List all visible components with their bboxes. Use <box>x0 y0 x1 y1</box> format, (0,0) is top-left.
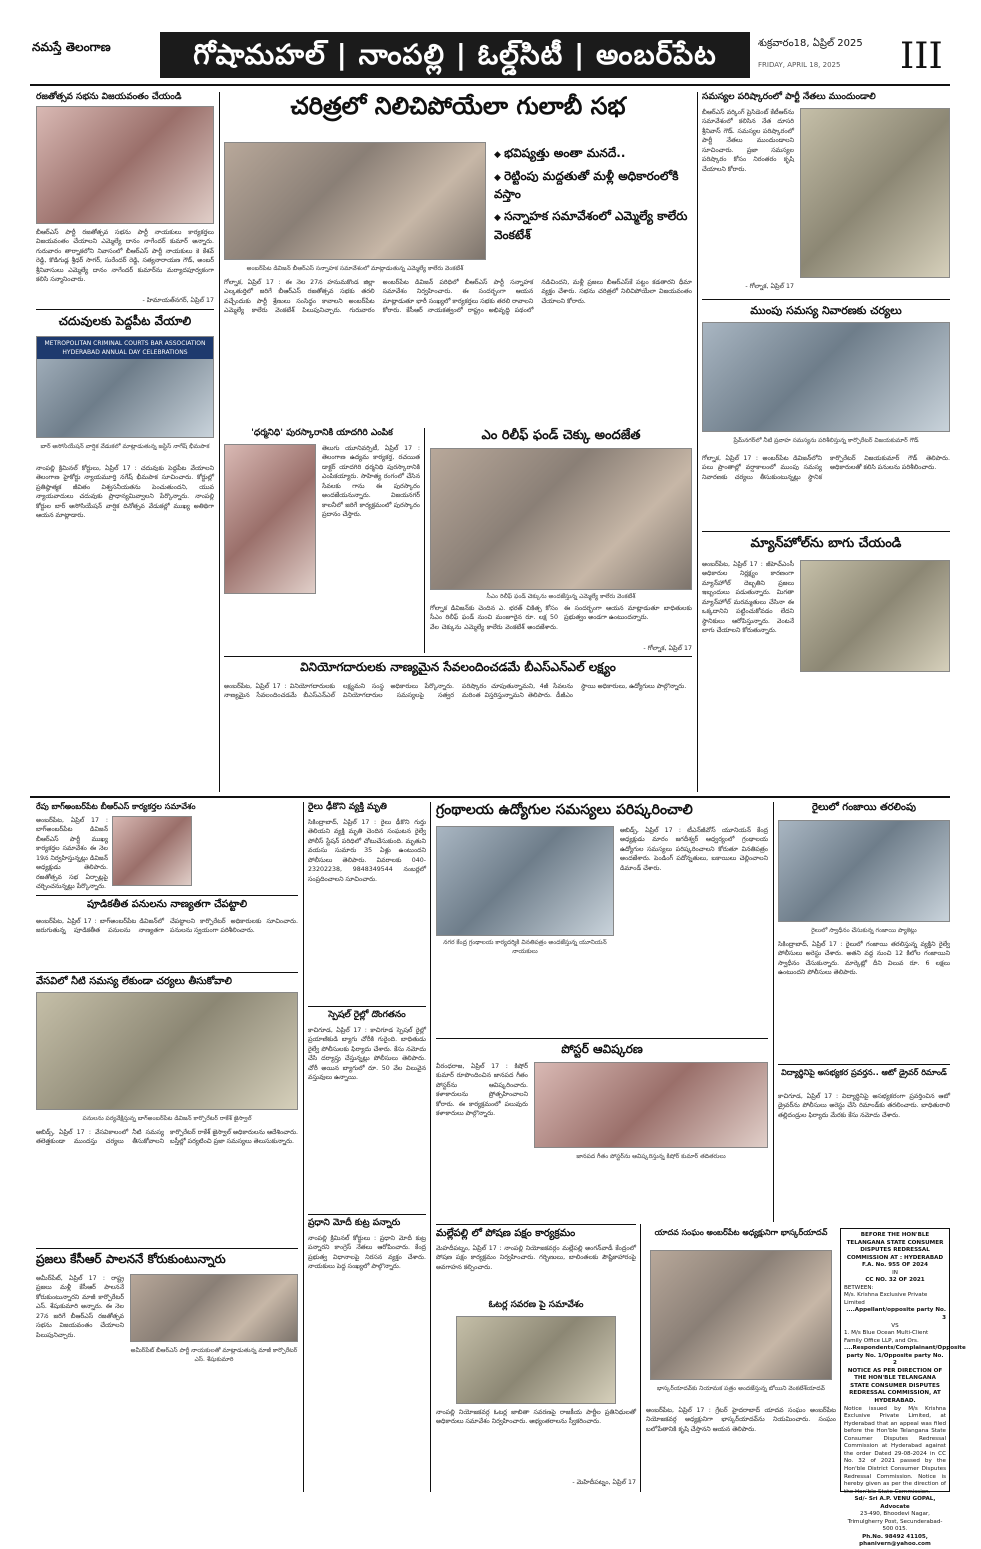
article-body: బీఆర్‌ఎస్ పార్టీ రజతోత్సవ సభను పార్టీ నాయకులు కార్యకర్తలు విజయవంతం చేయాలని ఎమ్మెల్యే దానం నాగేందర్ కుమార్ అన్నారు. గురువారం తార్నాకలోని నివాసంలో బీఆర్‌ఎస్ పార్టీ నాయకులు కె కేశవ్ రెడ్డి, కొడిగుడ్ల శ్రీధర్ సాగర్, సురేందర్ రెడ్డి, సత్యనారాయణ గౌడ్, అంబర్ శ్రీనివాసులు ఎమ్మెల్యే దానం నాగేందర్ కుమార్‌ను మర్యాదపూర్వకంగా కలిసి సన్మానించారు. <box>36 229 214 284</box>
news-photo <box>224 444 316 594</box>
article-auto-driver <box>778 1068 950 1222</box>
article-dharmanidhi <box>224 428 420 653</box>
article-flood-measures <box>702 304 950 529</box>
news-photo <box>36 992 298 1110</box>
article-manhole <box>702 536 950 794</box>
photo-caption: అంబర్‌పేట డివిజన్ బీఆర్‌ఎస్ సన్నాహక సమావేశంలో మాట్లాడుతున్న ఎమ్మెల్యే కాలేరు వెంకటేశ్ <box>246 265 464 272</box>
article-water-problem <box>36 976 298 1246</box>
notice-between: BETWEEN: <box>844 1284 874 1291</box>
page-number: III <box>900 36 943 77</box>
divider <box>308 1006 426 1007</box>
newspaper-brand: నమస్తే తెలంగాణ <box>32 40 111 54</box>
byline: - మెహిదీపట్నం, ఏప్రిల్ 17 <box>572 1479 636 1486</box>
divider <box>436 1038 768 1039</box>
headline: మ్యాన్‌హోల్‌ను బాగు చేయండి <box>750 536 902 551</box>
divider <box>308 1214 426 1215</box>
section-rule <box>30 796 950 798</box>
article-body: నాంపల్లి క్రిమినల్ కోర్టులు : ప్రధాని మోదీ కుట్ర పన్నారని కాంగ్రెస్ నేతలు ఆరోపించారు. కేంద్ర ప్రభుత్వ విధానాలపై నిరసన వ్యక్తం చేశారు. నాయకులు పెద్ద సంఖ్యలో పాల్గొన్నారు. <box>308 1235 426 1271</box>
column-rule <box>640 1224 641 1492</box>
notice-appellant: ....Appellant/opposite party No. 3 <box>846 1307 946 1322</box>
article-body: అంబర్‌పేట, ఏప్రిల్ 17 : గ్రేటర్ హైదరాబాద్ యాదవ సంఘం అంబర్‌పేట నియోజకవర్గ అధ్యక్షునిగా భాస్కర్‌యాదవ్‌ను నియమించారు. సంఘం బలోపేతానికి కృషి చేస్తానని ఆయన తెలిపారు. <box>646 1407 836 1433</box>
news-photo <box>112 816 192 886</box>
article-body: అమీర్‌పేట్, ఏప్రిల్ 17 : రాష్ట్ర ప్రజలు మళ్లీ కేసీఆర్ పాలననే కోరుకుంటున్నారని మాజీ కార్పొరేటర్ ఎస్. శేషుకుమారి అన్నారు. ఈ నెల 27న జరిగే బీఆర్‌ఎస్ రజతోత్సవ సభను విజయవంతం చేయాలని పిలుపునిచ్చారు. <box>36 1275 124 1339</box>
notice-respondents: ....Respondents/Complainant/Opposite party No. 1/Opposite party No. 2 <box>844 1345 966 1367</box>
article-body: బీఆర్‌ఎస్ వర్కింగ్ ప్రెసిడెంట్ కేటీఆర్‌ను సమావేశంలో కలిసిన నేత దూసరి శ్రీనివాస్ గౌడ్. సమస్యల పరిష్కారంలో పార్టీ నేతలు ముందుండాలని సూచించారు. ప్రజా సమస్యల పరిష్కారం కోసం నిరంతరం కృషి చేయాలని కోరారు. <box>702 109 794 173</box>
article-brs-meeting <box>36 802 298 892</box>
article-gulabi-sabha <box>224 92 692 422</box>
bullet-2: ◆ రెట్టింపు మద్దతుతో మళ్లీ అధికారంలోకి వస్తాం <box>494 167 690 204</box>
news-photo <box>702 322 950 432</box>
legal-notice <box>840 1228 966 1548</box>
article-body: వీరంధరాజ, ఏప్రిల్ 17 : కిషోర్ కుమార్ రూపొందించిన జానపద గీతం పోస్టర్‌ను ఆవిష్కరించారు. కళాకారులను ప్రోత్సహించాలని కోరారు. ఈ కార్యక్రమంలో పలువురు కళాకారులు పాల్గొన్నారు. <box>436 1063 528 1118</box>
article-train-death <box>308 802 426 1002</box>
byline: - గోల్నాక, ఏప్రిల్ 17 <box>643 645 692 652</box>
byline: - హిమాయత్‌నగర్, ఏప్రిల్ 17 <box>142 297 214 304</box>
article-body: అబిడ్స్, ఏప్రిల్ 17 : టీఎన్‌జీవోస్ యూనియన్ కేంద్ర అధ్యక్షుడు మారం జగదీశ్వర్ ఆధ్వర్యంలో గ్రంథాలయ ఉద్యోగుల సమస్యలు పరిష్కరించాలని కోరుతూ వినతిపత్రం అందజేశారు. పెండింగ్ పదోన్నతులు, బకాయిలు చెల్లించాలని డిమాండ్ చేశారు. <box>620 827 768 872</box>
divider <box>36 895 298 896</box>
headline: ముంపు సమస్య నివారణకు చర్యలు <box>750 304 902 317</box>
photo-caption: జానపద గీతం పోస్టర్‌ను ఆవిష్కరిస్తున్న కిషోర్ కుమార్ తదితరులు <box>576 1153 726 1160</box>
column-rule <box>303 802 304 1492</box>
byline: - గోల్నాక, ఏప్రిల్ 17 <box>745 283 794 290</box>
divider <box>36 309 214 310</box>
headline: రైలులో గంజాయి తరలింపు <box>812 802 916 813</box>
photo-caption: సీఎం రిలీఫ్ ఫండ్ చెక్కును అందజేస్తున్న ఎమ్మెల్యే కాలేరు వెంకటేశ్ <box>486 593 636 600</box>
sub-headline: ఓటర్ల సవరణ పై సమావేశం <box>488 1300 584 1310</box>
photo-caption: నగర కేంద్ర గ్రంథాలయ కార్యదర్శికి వినతిపత్రం అందజేస్తున్న యూనియన్ నాయకులు <box>443 939 607 955</box>
article-body: అంబర్‌పేట, ఏప్రిల్ 17 : బాగ్‌అంబర్‌పేట డివిజన్‌లో జరుగుతున్న పూడికతీత పనులను నాణ్యతగా చేపట్టాలని కార్పొరేటర్ అధికారులకు సూచించారు. పనులను స్వయంగా పరిశీలించారు. <box>36 918 298 935</box>
notice-signature: Sd/- Sri A.P. VENU GOPAL, Advocate <box>854 1496 936 1510</box>
masthead <box>0 28 981 82</box>
article-body: అంబర్‌పేట, ఏప్రిల్ 17 : వినియోగదారులకు నాణ్యమైన సేవలందించడమే బీఎస్‌ఎన్‌ఎల్ లక్ష్యమని సంస్థ అధికారులు పేర్కొన్నారు. వినియోగదారుల సమస్యలపై సత్వర పరిష్కారం చూపుతున్నామని, 4జీ సేవలను మరింత విస్తరిస్తున్నామని తెలిపారు. డీజీఎం స్థాయి అధికారులు, ఉద్యోగులు పాల్గొన్నారు. <box>224 683 687 700</box>
news-photo <box>534 1062 768 1148</box>
article-body: సికింద్రాబాద్, ఏప్రిల్ 17 : రైలు ఢీకొని గుర్తు తెలియని వ్యక్తి మృతి చెందిన సంఘటన రైల్వే పోలీస్ స్టేషన్ పరిధిలో చోటుచేసుకుంది. మృతుని వయసు సుమారు 35 ఏళ్లు ఉంటుందని పోలీసులు తెలిపారు. వివరాలకు 040-23202238, 9848349544 నంబర్లలో సంప్రదించాలని సూచించారు. <box>308 819 426 883</box>
notice-heading: NOTICE AS PER DIRECTION OF THE HON'BLE TELANGANA STATE CONSUMER DISPUTES REDRESSAL COMMISSION, AT HYDERABAD. <box>847 1367 943 1405</box>
headline: 'ధర్మనిధి' పురస్కారానికి యాదగిరి ఎంపిక <box>251 428 393 438</box>
headline: రైలు ఢీకొని వ్యక్తి మృతి <box>308 802 387 812</box>
column-rule <box>697 92 698 792</box>
article-body: కాచిగూడ, ఏప్రిల్ 17 : విద్యార్థినిపై అసభ్యకరంగా ప్రవర్తించిన ఆటో డ్రైవర్‌ను పోలీసులు అరెస్టు చేసి రిమాండ్‌కు తరలించారు. బాధితురాలి తల్లిదండ్రుల ఫిర్యాదు మేరకు కేసు నమోదు చేశారు. <box>778 1093 950 1119</box>
headline: మల్లేపల్లి లో పోషణ పక్షం కార్యక్రమం <box>436 1228 576 1239</box>
column-rule <box>773 802 774 1222</box>
bullet-3: ◆ సన్నాహక సమావేశంలో ఎమ్మెల్యే కాలేరు వెంకటేశ్ <box>494 207 690 244</box>
notice-fa: F.A. No. 955 OF 2024 <box>862 1262 928 1269</box>
article-body: తెలుగు యూనివర్సిటీ, ఏప్రిల్ 17 : తెలంగాణ ఉద్యమ కార్యకర్త, రచయిత డాక్టర్ యాదగిరి ధర్మనిధి పురస్కారానికి ఎంపికయ్యారు. సాహిత్య రంగంలో చేసిన సేవలకు గాను ఈ పురస్కారం అందజేయనున్నారు. విజయనగర్ కాలనీలో జరిగే కార్యక్రమంలో పురస్కారం ప్రదానం చేస్తారు. <box>322 445 420 519</box>
article-kcr-rule <box>36 1252 298 1492</box>
article-train-theft <box>308 1010 426 1210</box>
headline: పోస్టర్ ఆవిష్కరణ <box>561 1042 643 1056</box>
bullet-1: ◆ భవిష్యత్తు అంతా మనదే.. <box>494 144 690 163</box>
headline: ప్రధాని మోదీ కుట్ర పన్నారు <box>308 1218 401 1228</box>
news-photo <box>224 142 486 260</box>
notice-title: BEFORE THE HON'BLE TELANGANA STATE CONSUMER DISPUTES REDRESSAL COMMISSION AT : HYDERABAD <box>846 1232 944 1261</box>
masthead-rule <box>30 84 950 86</box>
divider <box>702 299 950 300</box>
headline: రేపు బాగ్‌అంబర్‌పేట బీఆర్‌ఎస్ కార్యకర్తల సమావేశం <box>36 802 196 811</box>
notice-vs: VS <box>891 1322 899 1329</box>
article-education <box>36 314 214 794</box>
divider <box>702 531 950 532</box>
headline: చరిత్రలో నిలిచిపోయేలా గులాబీ సభ <box>290 92 626 120</box>
article-body-2: నాంపల్లి నియోజకవర్గ ఓటర్ల జాబితా సవరణపై రాజకీయ పార్టీల ప్రతినిధులతో అధికారులు సమావేశం నిర్వహించారు. అభ్యంతరాలను స్వీకరించారు. <box>436 1409 636 1426</box>
photo-caption: అమీర్‌పేట్ బీఆర్‌ఎస్ పార్టీ నాయకులతో మాట్లాడుతున్న మాజీ కార్పొరేటర్ ఎస్. శేషుకుమారి <box>130 1347 298 1363</box>
article-modi <box>308 1218 426 1492</box>
page-banner: గోషామహల్ | నాంపల్లి | ఓల్డ్‌సిటీ | అంబర్‌పేట <box>160 32 750 78</box>
photo-caption: రైలులో స్వాధీనం చేసుకున్న గంజాయి ప్యాకెట్లు <box>811 927 917 934</box>
article-body: అంబర్‌పేట, ఏప్రిల్ 17 : బాగ్‌అంబర్‌పేట డివిజన్ బీఆర్‌ఎస్ పార్టీ ముఖ్య కార్యకర్తల సమావేశం ఈ నెల 19న నిర్వహిస్తున్నట్లు డివిజన్ అధ్యక్షుడు తెలిపారు. రజతోత్సవ సభ ఏర్పాట్లపై చర్చించనున్నట్లు పేర్కొన్నారు. <box>36 817 108 891</box>
headline: గ్రంథాలయ ఉద్యోగుల సమస్యలు పరిష్కరించాలి <box>436 802 693 818</box>
article-body: అబిడ్స్, ఏప్రిల్ 17 : వేసవికాలంలో నీటి సమస్య తలెత్తకుండా ముందస్తు చర్యలు తీసుకోవాలని కార్పొరేటర్ రాకేశ్ జైస్వాల్ అధికారులను ఆదేశించారు. బస్తీల్లో పర్యటించి ప్రజా సమస్యలు తెలుసుకున్నారు. <box>36 1129 298 1146</box>
news-photo <box>130 1274 298 1342</box>
headline: వేసవిలో నీటి సమస్య లేకుండా చర్యలు తీసుకోవాలి <box>36 976 232 987</box>
news-photo <box>436 826 614 936</box>
news-photo <box>650 1250 832 1380</box>
divider <box>436 1224 636 1225</box>
news-photo <box>800 108 950 278</box>
article-body: గోల్నాక, ఏప్రిల్ 17 : ఈ నెల 27న హనుమకొండ జిల్లా ఎల్కతుర్తిలో జరిగే బీఆర్‌ఎస్ రజతోత్సవ సభకు తరలి వచ్చేందుకు పార్టీ శ్రేణులు సంసిద్ధం కావాలని అంబర్‌పేట ఎమ్మెల్యే కాలేరు వెంకటేశ్ పిలుపునిచ్చారు. గురువారం అంబర్‌పేట డివిజన్ పరిధిలో బీఆర్‌ఎస్ పార్టీ సన్నాహక సమావేశం నిర్వహించారు. ఈ సందర్భంగా ఆయన మాట్లాడుతూ భారీ సంఖ్యలో కార్యకర్తలు సభకు తరలి రావాలని కోరారు. కేసీఆర్ నాయకత్వంలో రాష్ట్రం అభివృద్ధి పథంలో నడిచిందని, మళ్లీ ప్రజలు బీఆర్‌ఎస్‌కే పట్టం కడతారని ధీమా వ్యక్తం చేశారు. సభను చరిత్రలో నిలిచిపోయేలా విజయవంతం చేయాలని కోరారు. <box>224 279 692 315</box>
divider <box>778 1064 950 1065</box>
headline: విద్యార్థినిపై అసభ్యకర ప్రవర్తన.. ఆటో డ్రైవర్ రిమాండ్ <box>781 1068 947 1077</box>
article-body: గోల్నాక, ఏప్రిల్ 17 : అంబర్‌పేట డివిజన్‌లోని పలు ప్రాంతాల్లో వర్షాకాలంలో ముంపు సమస్య నివారణకు చర్యలు తీసుకుంటున్నట్లు స్థానిక కార్పొరేటర్ విజయకుమార్ గౌడ్ తెలిపారు. అధికారులతో కలిసి పనులను పరిశీలించారు. <box>702 455 950 481</box>
notice-party1: M/s. Krishna Exclusive Private Limited <box>844 1292 928 1306</box>
article-library-staff <box>436 802 768 1036</box>
photo-banner-text: METROPOLITAN CRIMINAL COURTS BAR ASSOCIATION HYDERABAD ANNUAL DAY CELEBRATIONS <box>37 337 213 359</box>
article-body: నాంపల్లి క్రిమినల్ కోర్టులు, ఏప్రిల్ 17 : చదువుకు పెద్దపీట వేయాలని తెలంగాణ హైకోర్టు న్యాయమూర్తి నగేష్ భీమపాక సూచించారు. కోర్టుల్లో ప్రతిష్ఠాత్మక జీవితం విశ్వసనీయతను పెంచుతుందని, యువ న్యాయవాదులు చదువుకు ప్రాధాన్యమివ్వాలని పేర్కొన్నారు. నాంపల్లి కోర్టుల బార్ అసోసియేషన్ వార్షిక దినోత్సవ వేడుకల్లో ముఖ్య అతిథిగా ఆయన మాట్లాడారు. <box>36 465 214 520</box>
headline: ఎం రిలీఫ్ ఫండ్ చెక్కు అందజేత <box>481 428 641 443</box>
article-body: కాచిగూడ, ఏప్రిల్ 17 : కాచిగూడ స్పెషల్ రైల్లో ప్రయాణికుడి బ్యాగు చోరీకి గురైంది. బాధితుడు రైల్వే పోలీసులకు ఫిర్యాదు చేశారు. కేసు నమోదు చేసి దర్యాప్తు చేస్తున్నట్లు పోలీసులు తెలిపారు. చోరీ అయిన బ్యాగులో రూ. 50 వేల విలువైన వస్తువులు ఉన్నాయి. <box>308 1027 426 1082</box>
photo-caption: భాస్కర్‌యాదవ్‌కు నియామక పత్రం అందజేస్తున్న బోయిని వెంకటేశ్‌యాదవ్ <box>657 1385 825 1392</box>
photo-caption: ప్రేమ్‌నగర్‌లో నీటి ప్రవాహ సమస్యను పరిశీలిస్తున్న కార్పొరేటర్ విజయకుమార్ గౌడ్ <box>733 437 919 444</box>
headline: రజతోత్సవ సభను విజయవంతం చేయండి <box>36 92 182 102</box>
notice-address: 23-490, Bhoodevi Nagar, Trimulgherry Post, Secunderabad-500 015. <box>847 1511 943 1533</box>
headline: స్పెషల్ రైల్లో దొంగతనం <box>328 1010 406 1020</box>
headline: వినియోగదారులకు నాణ్యమైన సేవలందించడమే బీఎస్‌ఎన్‌ఎల్ లక్ష్యం <box>300 660 616 674</box>
date-telugu: శుక్రవారం18, ఏప్రిల్ 2025 <box>758 38 863 49</box>
article-body: గోల్నాక డివిజన్‌కు చెందిన ఎ. భరత్ చికిత్స కోసం సీఎం రిలీఫ్ ఫండ్ నుంచి మంజూరైన రూ. లక్ష 50 వేల చెక్కును ఎమ్మెల్యే కాలేరు వెంకటేశ్ అందజేశారు. ఈ సందర్భంగా ఆయన మాట్లాడుతూ బాధితులకు ప్రభుత్వం అండగా ఉంటుందన్నారు. <box>430 605 692 631</box>
notice-text: Notice issued by M/s Krishna Exclusive Private Limited, at Hyderabad that an appeal was filed before the Hon'ble Telangana State Consumer Disputes Redressal Commission at Hyderabad against the order Dated 29-08-2024 in CC No. 32 of 2021 passed by the Hon'ble District Consumer Disputes Redressal Commission. Notice is hereby given as per the direction of the Hon'ble State Commission. <box>844 1405 946 1495</box>
news-photo <box>36 336 214 438</box>
news-photo <box>36 106 214 224</box>
photo-caption: బార్ అసోసియేషన్ వార్షిక వేడుకలో మాట్లాడుతున్న జస్టిస్ నాగేష్ భీమపాక <box>40 443 210 450</box>
news-photo <box>800 560 950 672</box>
headline: ప్రజలు కేసీఆర్ పాలననే కోరుకుంటున్నారు <box>36 1252 226 1266</box>
highlight-bullets <box>494 144 690 248</box>
article-body: సికింద్రాబాద్, ఏప్రిల్ 17 : రైలులో గంజాయి తరలిస్తున్న వ్యక్తిని రైల్వే పోలీసులు అరెస్టు చేశారు. అతని వద్ద నుంచి 12 కిలోల గంజాయిని స్వాధీనం చేసుకున్నారు. మార్కెట్లో దీని విలువ రూ. 6 లక్షలు ఉంటుందని పోలీసులు తెలిపారు. <box>778 941 950 977</box>
article-relief-fund <box>430 428 692 653</box>
column-rule <box>424 428 425 653</box>
divider <box>36 972 298 973</box>
article-body: అంబర్‌పేట, ఏప్రిల్ 17 : జీహెచ్‌ఎంసీ అధికారుల నిర్లక్ష్యం కారణంగా మ్యాన్‌హోల్ దెబ్బతిని ప్రజలు ఇబ్బందులు పడుతున్నారు. మిగతా మ్యాన్‌హోల్ మరమ్మతులు చేసినా ఈ ఒక్కదానిని పట్టించుకోవడం లేదని స్థానికులు ఆరోపిస్తున్నారు. వెంటనే బాగు చేయాలని కోరుతున్నారు. <box>702 561 794 635</box>
article-ganja <box>778 802 950 1062</box>
notice-party2: 1. M/s Blue Ocean Multi-Client Family Office LLP, and Ors. <box>844 1330 929 1344</box>
article-party-leaders <box>702 92 950 297</box>
column-rule <box>430 802 431 1492</box>
article-body: మెహదీపట్నం, ఏప్రిల్ 17 : నాంపల్లి నియోజకవర్గం మల్లేపల్లి అంగన్‌వాడీ కేంద్రంలో పోషణ పక్షం కార్యక్రమం నిర్వహించారు. గర్భిణులు, బాలింతలకు పౌష్టికాహారంపై అవగాహన కల్పించారు. <box>436 1245 636 1271</box>
notice-cc: CC NO. 32 OF 2021 <box>865 1277 925 1284</box>
date-english: FRIDAY, APRIL 18, 2025 <box>758 61 841 69</box>
notice-in: IN <box>892 1269 898 1276</box>
article-rajatotsavam <box>36 92 214 307</box>
article-poster-launch <box>436 1042 768 1222</box>
article-silt-removal <box>36 899 298 969</box>
article-yadava-sangham <box>646 1228 836 1492</box>
news-photo <box>430 448 692 590</box>
news-photo <box>456 1316 616 1404</box>
divider <box>224 656 692 657</box>
article-nutrition <box>436 1228 636 1492</box>
headline: పూడికతీత పనులను నాణ్యతగా చేపట్టాలి <box>86 899 248 910</box>
headline: యాదవ సంఘం అంబర్‌పేట అధ్యక్షునిగా భాస్కర్‌యాదవ్ <box>654 1228 828 1237</box>
column-rule <box>219 92 220 792</box>
notice-phone: Ph.No. 98492 41105, phanivern@yahoo.com <box>859 1533 931 1548</box>
article-bsnl <box>224 660 692 792</box>
divider <box>36 1248 298 1249</box>
headline: చదువులకు పెద్దపీట వేయాలి <box>58 314 192 328</box>
news-photo <box>778 820 950 922</box>
photo-caption: పనులను పర్యవేక్షిస్తున్న బాగ్‌అంబర్‌పేట డివిజన్ కార్పొరేటర్ రాకేశ్ జైస్వాల్ <box>82 1115 252 1122</box>
headline: సమస్యల పరిష్కారంలో పార్టీ నేతలు ముందుండాలి <box>702 92 876 102</box>
